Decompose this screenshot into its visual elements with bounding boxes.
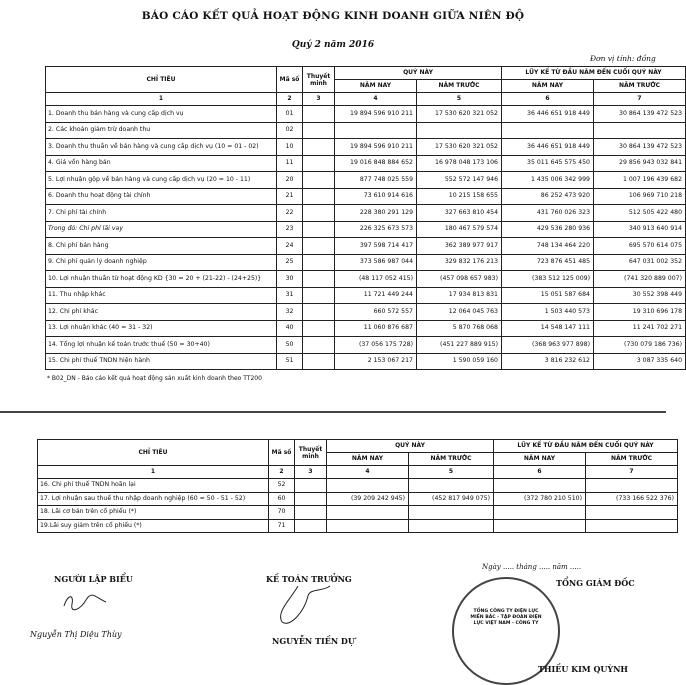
row-ytd-previous: 340 913 640 914	[594, 221, 686, 238]
income-statement-table-part2	[37, 439, 678, 533]
table-row	[46, 304, 686, 321]
row-note	[295, 506, 327, 520]
row-note	[303, 205, 335, 222]
row-ytd-previous: 1 007 196 439 682	[594, 172, 686, 189]
col-index: 6	[494, 466, 586, 479]
row-quarter-previous	[409, 506, 494, 520]
table-row	[38, 492, 678, 506]
row-label: Trong đó: Chi phí lãi vay	[46, 221, 277, 238]
row-quarter-previous: (451 227 889 915)	[417, 337, 502, 354]
row-quarter-current: (37 056 175 728)	[335, 337, 417, 354]
row-quarter-previous: 16 978 048 173 106	[417, 155, 502, 172]
col-index: 2	[277, 93, 303, 106]
row-note	[295, 492, 327, 506]
row-ytd-current: 429 536 280 936	[502, 221, 594, 238]
row-ytd-previous	[586, 479, 678, 493]
row-code: 24	[277, 238, 303, 255]
row-ytd-current: (372 780 210 510)	[494, 492, 586, 506]
header-chi-tieu: CHỈ TIÊU	[38, 440, 269, 466]
row-label: 5. Lợi nhuận gộp về bán hàng và cung cấp dịch vụ (20 = 10 - 11)	[46, 172, 277, 189]
row-code: 20	[277, 172, 303, 189]
row-code: 31	[277, 287, 303, 304]
col-index: 7	[594, 93, 686, 106]
preparer-title: NGƯỜI LẬP BIỂU	[54, 574, 133, 584]
table-row	[46, 287, 686, 304]
row-note	[303, 304, 335, 321]
row-quarter-previous	[409, 479, 494, 493]
row-quarter-current: 73 610 914 616	[335, 188, 417, 205]
row-label: 7. Chi phí tài chính	[46, 205, 277, 222]
row-ytd-current	[494, 479, 586, 493]
table-row	[38, 519, 678, 533]
row-code: 11	[277, 155, 303, 172]
row-quarter-current: 19 016 848 884 652	[335, 155, 417, 172]
report-title: BÁO CÁO KẾT QUẢ HOẠT ĐỘNG KINH DOANH GIỮA NIÊN ĐỘ	[141, 10, 525, 22]
row-label: 13. Lợi nhuận khác (40 = 31 - 32)	[46, 320, 277, 337]
table-row	[46, 238, 686, 255]
row-ytd-current: 1 435 006 342 999	[502, 172, 594, 189]
row-ytd-previous: (730 079 186 736)	[594, 337, 686, 354]
row-note	[303, 106, 335, 123]
row-quarter-current: 373 586 987 044	[335, 254, 417, 271]
col-index: 1	[38, 466, 269, 479]
footnote: * B02_DN - Báo cáo kết quả hoạt động sản xuất kinh doanh theo TT200	[47, 375, 262, 382]
column-index-row	[38, 466, 678, 479]
row-code: 32	[277, 304, 303, 321]
header-ma-so: Mã số	[277, 67, 303, 93]
column-index-row	[46, 93, 686, 106]
row-ytd-current: 15 051 587 684	[502, 287, 594, 304]
row-ytd-current: 14 548 147 111	[502, 320, 594, 337]
row-quarter-current: 11 721 449 244	[335, 287, 417, 304]
header-ma-so: Mã số	[269, 440, 295, 466]
row-ytd-current	[494, 506, 586, 520]
row-ytd-current: (368 963 977 898)	[502, 337, 594, 354]
row-label: 15. Chi phí thuế TNDN hiện hành	[46, 353, 277, 370]
table-row	[46, 337, 686, 354]
row-label: 14. Tổng lợi nhuận kế toán trước thuế (50 = 30+40)	[46, 337, 277, 354]
row-note	[303, 139, 335, 156]
row-code: 51	[277, 353, 303, 370]
table-row	[46, 221, 686, 238]
table-row	[46, 188, 686, 205]
row-quarter-previous: 17 530 620 321 052	[417, 139, 502, 156]
preparer-signature	[60, 592, 110, 614]
header-thuyet-minh: Thuyết minh	[303, 67, 335, 93]
row-ytd-previous: 695 570 614 075	[594, 238, 686, 255]
row-label: 8. Chi phí bán hàng	[46, 238, 277, 255]
row-quarter-current: 660 572 557	[335, 304, 417, 321]
row-label: 4. Giá vốn hàng bán	[46, 155, 277, 172]
row-note	[295, 479, 327, 493]
row-note	[303, 337, 335, 354]
row-ytd-previous: 106 969 710 218	[594, 188, 686, 205]
currency-unit: Đơn vị tính: đồng	[590, 54, 656, 63]
row-label: 11. Thu nhập khác	[46, 287, 277, 304]
row-quarter-previous: 10 215 158 655	[417, 188, 502, 205]
header-nam-nay-luy-ke: NĂM NAY	[502, 80, 594, 93]
row-quarter-previous: 362 389 977 917	[417, 238, 502, 255]
table-row	[46, 254, 686, 271]
row-code: 71	[269, 519, 295, 533]
row-quarter-current: 397 598 714 417	[335, 238, 417, 255]
row-quarter-previous: 1 590 059 160	[417, 353, 502, 370]
table-row	[46, 122, 686, 139]
header-nam-truoc: NĂM TRƯỚC	[417, 80, 502, 93]
table-row	[46, 172, 686, 189]
row-label: 2. Các khoản giảm trừ doanh thu	[46, 122, 277, 139]
row-note	[303, 353, 335, 370]
page-divider	[0, 411, 666, 413]
col-index: 3	[303, 93, 335, 106]
row-quarter-previous: 17 934 813 831	[417, 287, 502, 304]
row-ytd-previous: (733 166 522 376)	[586, 492, 678, 506]
signing-date: Ngày ..... tháng ..... năm .....	[482, 563, 582, 571]
row-note	[303, 221, 335, 238]
row-quarter-previous: 180 467 579 574	[417, 221, 502, 238]
table-row	[46, 271, 686, 288]
row-quarter-current	[327, 519, 409, 533]
row-quarter-previous: 552 572 147 946	[417, 172, 502, 189]
row-quarter-previous: 17 530 620 321 052	[417, 106, 502, 123]
row-quarter-current: (48 117 052 415)	[335, 271, 417, 288]
row-quarter-previous: 12 064 045 763	[417, 304, 502, 321]
row-code: 50	[277, 337, 303, 354]
row-ytd-previous: 512 505 422 480	[594, 205, 686, 222]
row-ytd-current	[494, 519, 586, 533]
row-ytd-previous: 30 864 139 472 523	[594, 139, 686, 156]
col-index: 5	[409, 466, 494, 479]
row-note	[303, 320, 335, 337]
row-quarter-current: 877 748 025 559	[335, 172, 417, 189]
col-index: 6	[502, 93, 594, 106]
col-index: 1	[46, 93, 277, 106]
row-code: 60	[269, 492, 295, 506]
col-index: 4	[335, 93, 417, 106]
row-quarter-previous	[409, 519, 494, 533]
row-note	[303, 122, 335, 139]
row-note	[303, 271, 335, 288]
row-code: 70	[269, 506, 295, 520]
table-row	[46, 106, 686, 123]
row-quarter-previous: (457 098 657 983)	[417, 271, 502, 288]
row-ytd-previous: (741 320 889 007)	[594, 271, 686, 288]
row-label: 3. Doanh thu thuần về bán hàng và cung cấp dịch vụ (10 = 01 - 02)	[46, 139, 277, 156]
row-ytd-previous	[586, 506, 678, 520]
row-quarter-current: 226 325 673 573	[335, 221, 417, 238]
header-nam-nay-luy-ke: NĂM NAY	[494, 453, 586, 466]
row-quarter-current: (39 209 242 945)	[327, 492, 409, 506]
accountant-signature	[268, 582, 338, 630]
col-index: 4	[327, 466, 409, 479]
row-ytd-current: (383 512 125 009)	[502, 271, 594, 288]
accountant-name: NGUYỄN TIẾN DỰ	[272, 636, 355, 646]
row-code: 10	[277, 139, 303, 156]
col-index: 3	[295, 466, 327, 479]
row-quarter-current: 228 380 291 129	[335, 205, 417, 222]
header-nam-truoc-luy-ke: NĂM TRƯỚC	[586, 453, 678, 466]
row-ytd-current: 86 252 473 920	[502, 188, 594, 205]
row-note	[303, 172, 335, 189]
row-note	[303, 287, 335, 304]
row-label: 1. Doanh thu bán hàng và cung cấp dịch vụ	[46, 106, 277, 123]
row-code: 25	[277, 254, 303, 271]
row-ytd-previous: 647 031 002 352	[594, 254, 686, 271]
report-period: Quý 2 năm 2016	[291, 40, 375, 50]
row-ytd-current: 748 134 464 220	[502, 238, 594, 255]
row-note	[295, 519, 327, 533]
row-ytd-current: 431 760 026 323	[502, 205, 594, 222]
row-code: 23	[277, 221, 303, 238]
preparer-name: Nguyễn Thị Diệu Thùy	[30, 630, 122, 639]
row-note	[303, 238, 335, 255]
row-ytd-previous	[594, 122, 686, 139]
director-name: THIỀU KIM QUỲNH	[538, 664, 628, 674]
row-code: 30	[277, 271, 303, 288]
header-nam-nay: NĂM NAY	[327, 453, 409, 466]
table-row	[46, 320, 686, 337]
row-quarter-current	[327, 479, 409, 493]
income-statement-table-part1	[45, 66, 686, 370]
row-ytd-previous: 3 087 335 640	[594, 353, 686, 370]
header-thuyet-minh: Thuyết minh	[295, 440, 327, 466]
row-quarter-previous	[417, 122, 502, 139]
header-nam-nay: NĂM NAY	[335, 80, 417, 93]
row-ytd-current: 723 876 451 485	[502, 254, 594, 271]
header-luy-ke: LŨY KẾ TỪ ĐẦU NĂM ĐẾN CUỐI QUÝ NÀY	[502, 67, 686, 80]
row-note	[303, 254, 335, 271]
row-ytd-current: 1 503 440 573	[502, 304, 594, 321]
row-ytd-previous: 29 856 943 032 841	[594, 155, 686, 172]
row-label: 16. Chi phí thuế TNDN hoãn lại	[38, 479, 269, 493]
row-label: 9. Chi phí quản lý doanh nghiệp	[46, 254, 277, 271]
row-ytd-previous: 19 310 696 178	[594, 304, 686, 321]
header-luy-ke: LŨY KẾ TỪ ĐẦU NĂM ĐẾN CUỐI QUÝ NÀY	[494, 440, 678, 453]
row-code: 21	[277, 188, 303, 205]
col-index: 5	[417, 93, 502, 106]
row-ytd-current: 36 446 651 918 449	[502, 139, 594, 156]
row-ytd-previous: 11 241 702 271	[594, 320, 686, 337]
row-ytd-previous: 30 552 398 449	[594, 287, 686, 304]
row-ytd-current: 35 011 645 575 450	[502, 155, 594, 172]
table-row	[46, 353, 686, 370]
row-label: 17. Lợi nhuận sau thuế thu nhập doanh nghiệp (60 = 50 - 51 - 52)	[38, 492, 269, 506]
row-label: 18. Lãi cơ bản trên cổ phiếu (*)	[38, 506, 269, 520]
row-ytd-previous: 30 864 139 472 523	[594, 106, 686, 123]
row-code: 02	[277, 122, 303, 139]
row-quarter-current: 19 894 596 910 211	[335, 139, 417, 156]
row-quarter-previous: (452 817 949 075)	[409, 492, 494, 506]
row-quarter-previous: 329 832 176 213	[417, 254, 502, 271]
row-note	[303, 188, 335, 205]
row-ytd-current	[502, 122, 594, 139]
row-quarter-current: 11 060 876 687	[335, 320, 417, 337]
row-ytd-previous	[586, 519, 678, 533]
row-code: 40	[277, 320, 303, 337]
header-chi-tieu: CHỈ TIÊU	[46, 67, 277, 93]
row-quarter-previous: 5 870 768 068	[417, 320, 502, 337]
row-quarter-current	[335, 122, 417, 139]
header-nam-truoc-luy-ke: NĂM TRƯỚC	[594, 80, 686, 93]
table-row	[46, 155, 686, 172]
row-label: 19.Lãi suy giảm trên cổ phiếu (*)	[38, 519, 269, 533]
row-label: 6. Doanh thu hoạt động tài chính	[46, 188, 277, 205]
row-quarter-previous: 327 663 810 454	[417, 205, 502, 222]
row-quarter-current: 2 153 067 217	[335, 353, 417, 370]
row-label: 12. Chi phí khác	[46, 304, 277, 321]
row-code: 52	[269, 479, 295, 493]
row-ytd-current: 3 816 232 612	[502, 353, 594, 370]
row-ytd-current: 36 446 651 918 449	[502, 106, 594, 123]
director-title: TỔNG GIÁM ĐỐC	[556, 578, 635, 588]
accountant-title: KẾ TOÁN TRƯỞNG	[266, 574, 352, 584]
header-quy-nay: QUÝ NÀY	[335, 67, 502, 80]
table-row	[46, 205, 686, 222]
row-label: 10. Lợi nhuận thuần từ hoạt động KD {30 = 20 + (21-22) - (24+25)}	[46, 271, 277, 288]
col-index: 2	[269, 466, 295, 479]
row-code: 22	[277, 205, 303, 222]
stamp-text: TỔNG CÔNG TY ĐIỆN LỰC MIỀN BẮC - TẬP ĐOÀN ĐIỆN LỰC VIỆT NAM - CÔNG TY	[470, 609, 542, 626]
row-quarter-current	[327, 506, 409, 520]
row-note	[303, 155, 335, 172]
header-quy-nay: QUÝ NÀY	[327, 440, 494, 453]
col-index: 7	[586, 466, 678, 479]
table-row	[38, 506, 678, 520]
header-nam-truoc: NĂM TRƯỚC	[409, 453, 494, 466]
row-quarter-current: 19 894 596 910 211	[335, 106, 417, 123]
row-code: 01	[277, 106, 303, 123]
table-row	[46, 139, 686, 156]
table-row	[38, 479, 678, 493]
